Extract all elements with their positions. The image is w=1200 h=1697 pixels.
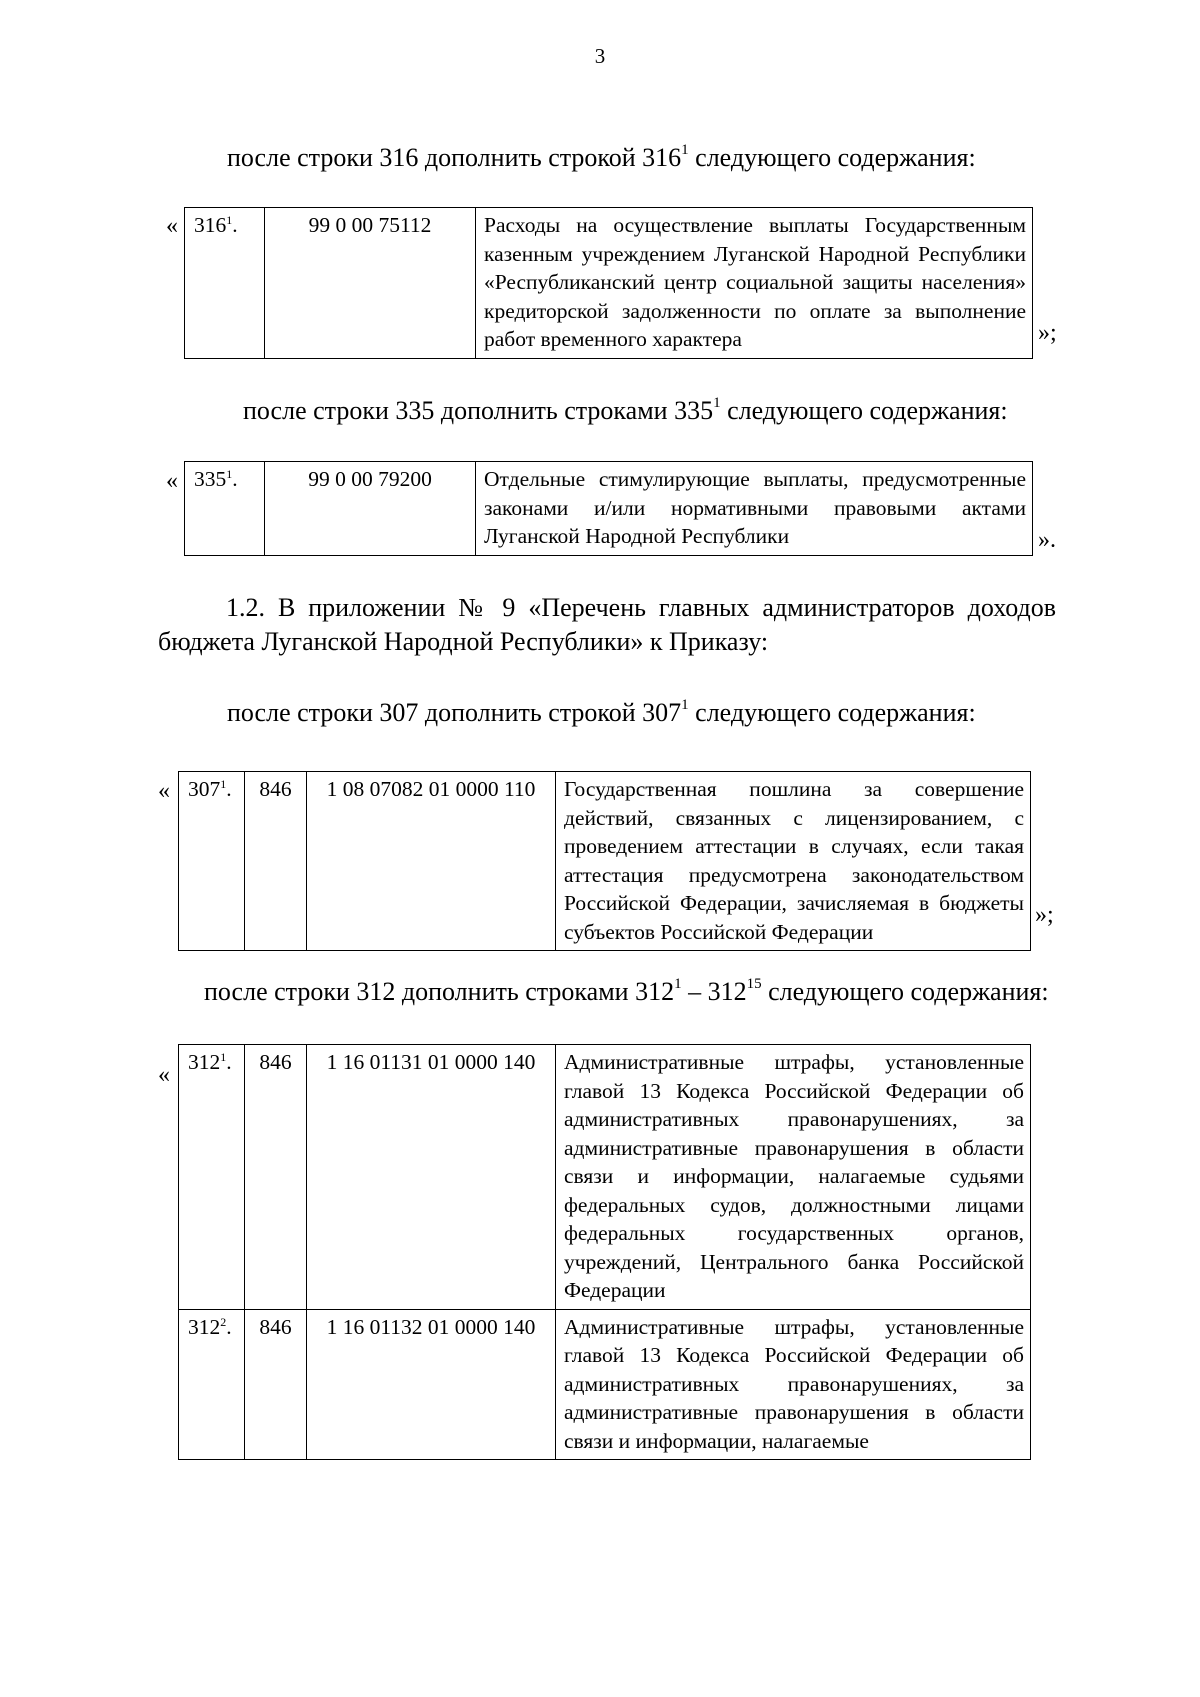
row-number-suffix: . (232, 213, 238, 237)
open-quote: « (166, 213, 178, 239)
superscript: 1 (681, 697, 689, 714)
table-row (185, 208, 1033, 359)
insert-table-316 (184, 207, 1033, 359)
description-cell: Государственная пошлина за совершение действий, связанных с лицензированием, с проведением аттестации в случаях, если такая аттестация предусмотрена законодательством Российской Федерации, зачисляемая в бюджеты субъектов Российской Федерации (556, 772, 1031, 951)
row-number: 307 (188, 777, 221, 801)
row-number: 312 (188, 1050, 221, 1074)
paragraph-text: после строки 312 дополнить строками 312 (204, 977, 675, 1006)
paragraph-text: после строки 316 дополнить строкой 316 (227, 143, 682, 172)
row-number-cell (185, 462, 265, 556)
superscript: 1 (713, 395, 721, 412)
paragraph-text: следующего содержания: (688, 698, 976, 727)
admin-code-cell: 846 (245, 1045, 307, 1310)
insert-table-312 (178, 1044, 1031, 1460)
row-number-cell (179, 1045, 245, 1310)
row-number-suffix: . (232, 467, 238, 491)
table-row (179, 1045, 1031, 1310)
row-number-sup: 1 (220, 776, 227, 791)
code-cell: 99 0 00 79200 (265, 462, 476, 556)
paragraph-1-2: 1.2. В приложении № 9 «Перечень главных администраторов доходов бюджета Луганской Народной Республики» к Приказу: (158, 593, 1056, 656)
insert-table-335 (184, 461, 1033, 556)
paragraph-text: следующего содержания: (688, 143, 976, 172)
paragraph-text: после строки 335 дополнить строками 335 (243, 396, 714, 425)
close-quote: »; (1035, 902, 1054, 928)
row-number-cell (179, 772, 245, 951)
table-row (179, 1309, 1031, 1460)
insert-table-307 (178, 771, 1031, 951)
income-code-cell: 1 16 01132 01 0000 140 (307, 1309, 556, 1460)
superscript: 1 (674, 976, 682, 993)
row-number: 312 (188, 1314, 221, 1339)
open-quote: « (158, 778, 170, 804)
table-row (185, 462, 1033, 556)
income-code-cell: 1 08 07082 01 0000 110 (307, 772, 556, 951)
admin-code-cell: 846 (245, 1309, 307, 1460)
row-number-sup: 2 (220, 1314, 227, 1329)
row-number: 316 (194, 213, 227, 237)
superscript: 15 (746, 976, 762, 993)
paragraph-text: – 312 (681, 977, 747, 1006)
income-code-cell: 1 16 01131 01 0000 140 (307, 1045, 556, 1310)
row-number-suffix: . (226, 1050, 232, 1074)
row-number: 335 (194, 467, 227, 491)
open-quote: « (158, 1062, 170, 1088)
paragraph-after-row-335 (243, 394, 1008, 428)
close-quote: »; (1038, 320, 1057, 346)
description-cell: Административные штрафы, установленные главой 13 Кодекса Российской Федерации об административных правонарушениях, за административные правонарушения в области связи и информации, налагаемые (556, 1309, 1031, 1460)
code-cell: 99 0 00 75112 (265, 208, 476, 359)
description-cell: Отдельные стимулирующие выплаты, предусмотренные законами и/или нормативными правовыми актами Луганской Народной Республики (476, 462, 1033, 556)
paragraph-text: следующего содержания: (720, 396, 1008, 425)
row-number-cell (179, 1309, 245, 1460)
row-number-sup: 1 (226, 466, 233, 481)
row-number-suffix: . (226, 777, 232, 801)
table-row (179, 772, 1031, 951)
row-number-cell (185, 208, 265, 359)
paragraph-after-row-312 (204, 975, 1049, 1009)
open-quote: « (166, 468, 178, 494)
paragraph-after-row-316 (227, 141, 976, 175)
paragraph-text: следующего содержания: (761, 977, 1049, 1006)
paragraph-after-row-307 (227, 696, 976, 730)
row-number-sup: 1 (220, 1049, 227, 1064)
admin-code-cell: 846 (245, 772, 307, 951)
paragraph-text: после строки 307 дополнить строкой 307 (227, 698, 682, 727)
description-cell: Административные штрафы, установленные главой 13 Кодекса Российской Федерации об административных правонарушениях, за административные правонарушения в области связи и информации, налагаемые судьями федеральных судов, должностными лицами федеральных государственных органов, учреждений, Центрального банка Российской Федерации (556, 1045, 1031, 1310)
page-number: 3 (594, 44, 606, 68)
row-number-sup: 1 (226, 212, 233, 227)
close-quote: ». (1038, 527, 1056, 553)
description-cell: Расходы на осуществление выплаты Государственным казенным учреждением Луганской Народной Республики «Республиканский центр социальной защиты населения» кредиторской задолженности по оплате за выполнение работ временного характера (476, 208, 1033, 359)
superscript: 1 (681, 142, 689, 159)
row-number-suffix: . (226, 1314, 232, 1339)
